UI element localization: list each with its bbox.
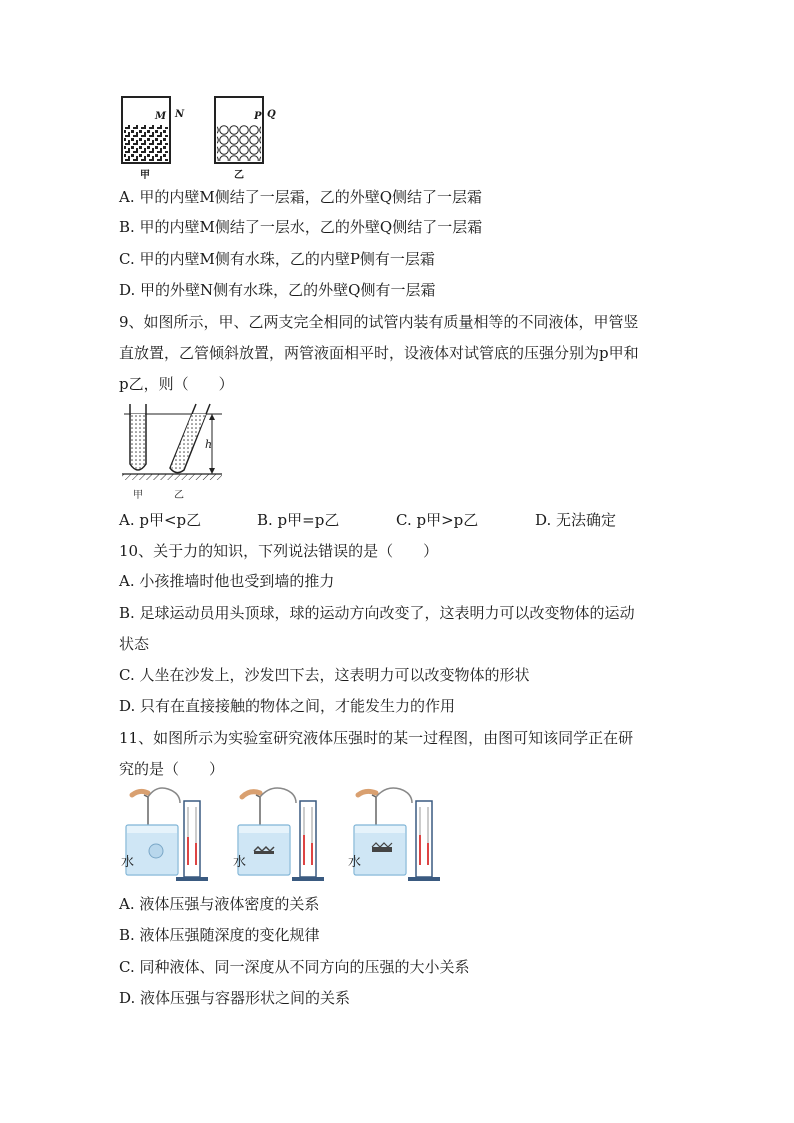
q11-stem-line-2: 究的是（ ） [119, 760, 225, 778]
label-M: M [155, 111, 167, 122]
container-jia [122, 97, 170, 163]
label-Q: Q [267, 109, 276, 120]
q10-option-b-cont: 状态 [119, 635, 150, 653]
q8-option-b: B. 甲的内壁M侧结了一层水，乙的外壁Q侧结了一层霜 [119, 218, 483, 236]
q11-stem-line-1: 11、如图所示为实验室研究液体压强时的某一过程图，由图可知该同学正在研 [119, 729, 634, 747]
container-yi [215, 97, 263, 163]
q8-option-c: C. 甲的内壁M侧有水珠，乙的内壁P侧有一层霜 [119, 250, 435, 268]
q9-stem-line-1: 9、如图所示，甲、乙两支完全相同的试管内装有质量相等的不同液体，甲管竖 [119, 313, 639, 331]
q9-option-d: D. 无法确定 [535, 511, 617, 529]
q10-option-a: A. 小孩推墙时他也受到墙的推力 [119, 572, 335, 590]
q9-stem-line-2: 直放置，乙管倾斜放置，两管液面相平时，设液体对试管底的压强分别为p甲和 [119, 344, 639, 362]
setup-2 [238, 788, 324, 881]
label-yi: 乙 [234, 170, 244, 181]
q10-option-c: C. 人坐在沙发上，沙发凹下去，这表明力可以改变物体的形状 [119, 666, 530, 684]
label-water-1: 水 [121, 855, 135, 870]
q9-option-b: B. p甲=p乙 [257, 511, 340, 529]
q11-figure [118, 785, 448, 885]
setup-1 [126, 788, 208, 881]
label-N: N [175, 109, 185, 120]
q10-stem: 10、关于力的知识，下列说法错误的是（ ） [119, 542, 439, 560]
label-water-3: 水 [348, 855, 362, 870]
label-h: h [205, 438, 213, 451]
q11-option-d: D. 液体压强与容器形状之间的关系 [119, 989, 351, 1007]
q8-option-a: A. 甲的内壁M侧结了一层霜，乙的外壁Q侧结了一层霜 [119, 188, 483, 206]
q9-option-a: A. p甲<p乙 [119, 511, 202, 529]
label-P: P [254, 111, 262, 122]
q11-option-b: B. 液体压强随深度的变化规律 [119, 926, 320, 944]
label-tube-jia: 甲 [133, 490, 143, 501]
setup-3 [354, 788, 440, 881]
label-water-2: 水 [233, 855, 247, 870]
q10-option-b: B. 足球运动员用头顶球，球的运动方向改变了，这表明力可以改变物体的运动 [119, 604, 635, 622]
q11-option-c: C. 同种液体、同一深度从不同方向的压强的大小关系 [119, 958, 470, 976]
q10-option-d: D. 只有在直接接触的物体之间，才能发生力的作用 [119, 697, 456, 715]
q11-option-a: A. 液体压强与液体密度的关系 [119, 895, 320, 913]
label-jia: 甲 [140, 170, 150, 181]
q8-option-d: D. 甲的外壁N侧有水珠，乙的外壁Q侧有一层霜 [119, 281, 436, 299]
q9-stem-line-3: p乙，则（ ） [119, 375, 234, 393]
q9-option-c: C. p甲>p乙 [396, 511, 479, 529]
label-tube-yi: 乙 [174, 490, 184, 501]
